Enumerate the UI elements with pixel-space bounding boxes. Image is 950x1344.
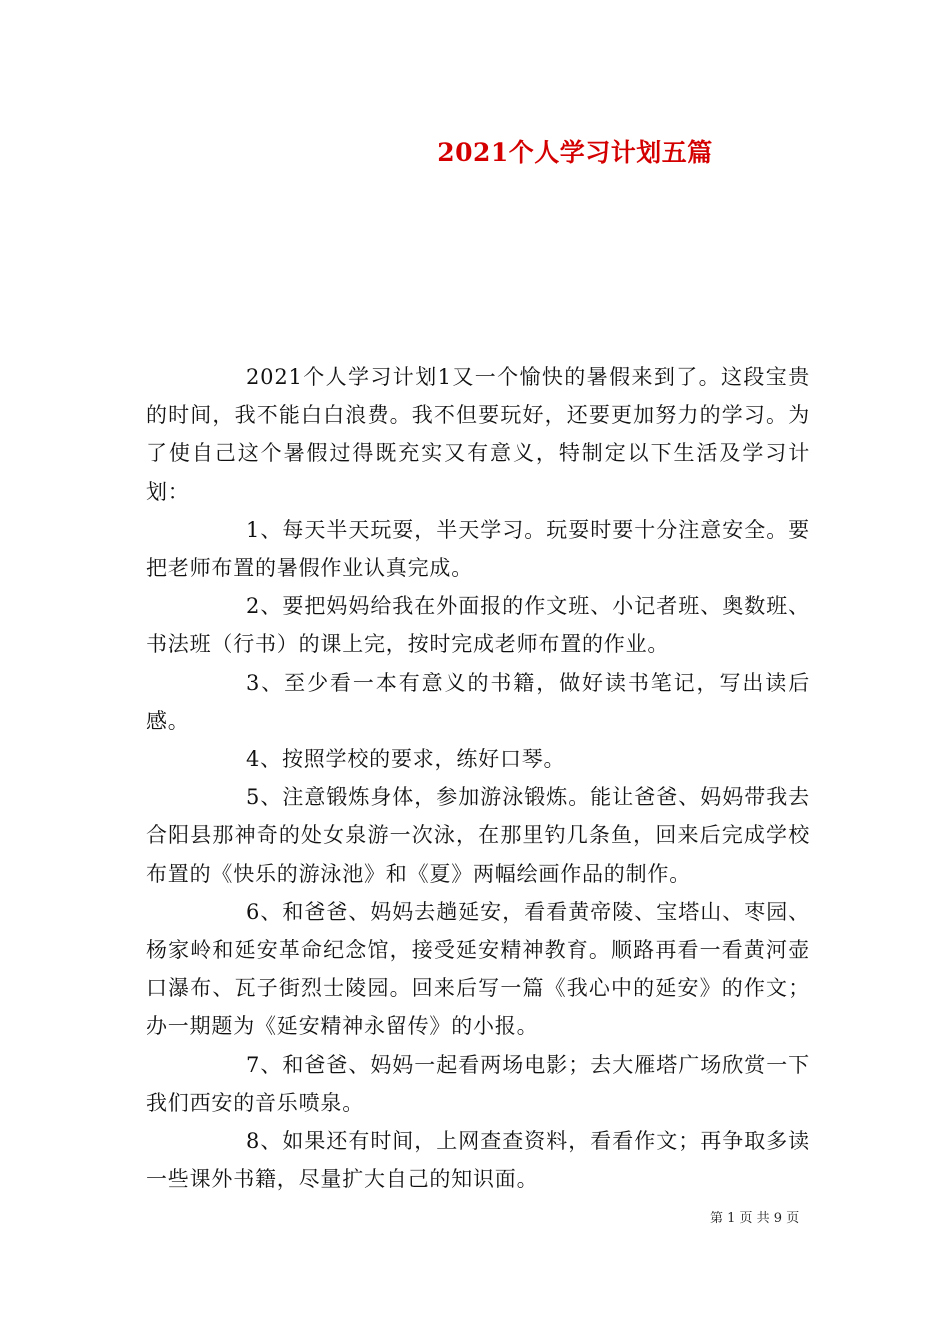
paragraph-item-1: 1、每天半天玩耍，半天学习。玩耍时要十分注意安全。要把老师布置的暑假作业认真完成。 <box>146 517 810 581</box>
document-body <box>146 358 810 1198</box>
paragraph-intro: 2021个人学习计划1又一个愉快的暑假来到了。这段宝贵的时间，我不能白白浪费。我不但要玩好，还要更加努力的学习。为了使自己这个暑假过得既充实又有意义，特制定以下生活及学习计划： <box>146 365 810 504</box>
paragraph-item-8: 8、如果还有时间，上网查查资料，看看作文；再争取多读一些课外书籍，尽量扩大自己的知识面。 <box>146 1129 810 1192</box>
paragraph-item-7: 7、和爸爸、妈妈一起看两场电影；去大雁塔广场欣赏一下我们西安的音乐喷泉。 <box>146 1052 810 1115</box>
paragraph-item-6: 6、和爸爸、妈妈去趟延安，看看黄帝陵、宝塔山、枣园、杨家岭和延安革命纪念馆，接受延安精神教育。顺路再看一看黄河壶口瀑布、瓦子街烈士陵园。回来后写一篇《我心中的延安》的作文；办一期题为《延安精神永留传》的小报。 <box>146 899 810 1039</box>
paragraph-item-5: 5、注意锻炼身体，参加游泳锻炼。能让爸爸、妈妈带我去合阳县那神奇的处女泉游一次泳，在那里钓几条鱼，回来后完成学校布置的《快乐的游泳池》和《夏》两幅绘画作品的制作。 <box>146 785 810 886</box>
page-number-footer: 第 1 页 共 9 页 <box>710 1211 800 1226</box>
page-title: 2021个人学习计划五篇 <box>437 138 713 167</box>
paragraph-item-4: 4、按照学校的要求，练好口琴。 <box>246 747 566 772</box>
paragraph-item-2: 2、要把妈妈给我在外面报的作文班、小记者班、奥数班、书法班（行书）的课上完，按时完成老师布置的作业。 <box>146 594 810 657</box>
paragraph-item-3: 3、至少看一本有意义的书籍，做好读书笔记，写出读后感。 <box>146 670 810 733</box>
